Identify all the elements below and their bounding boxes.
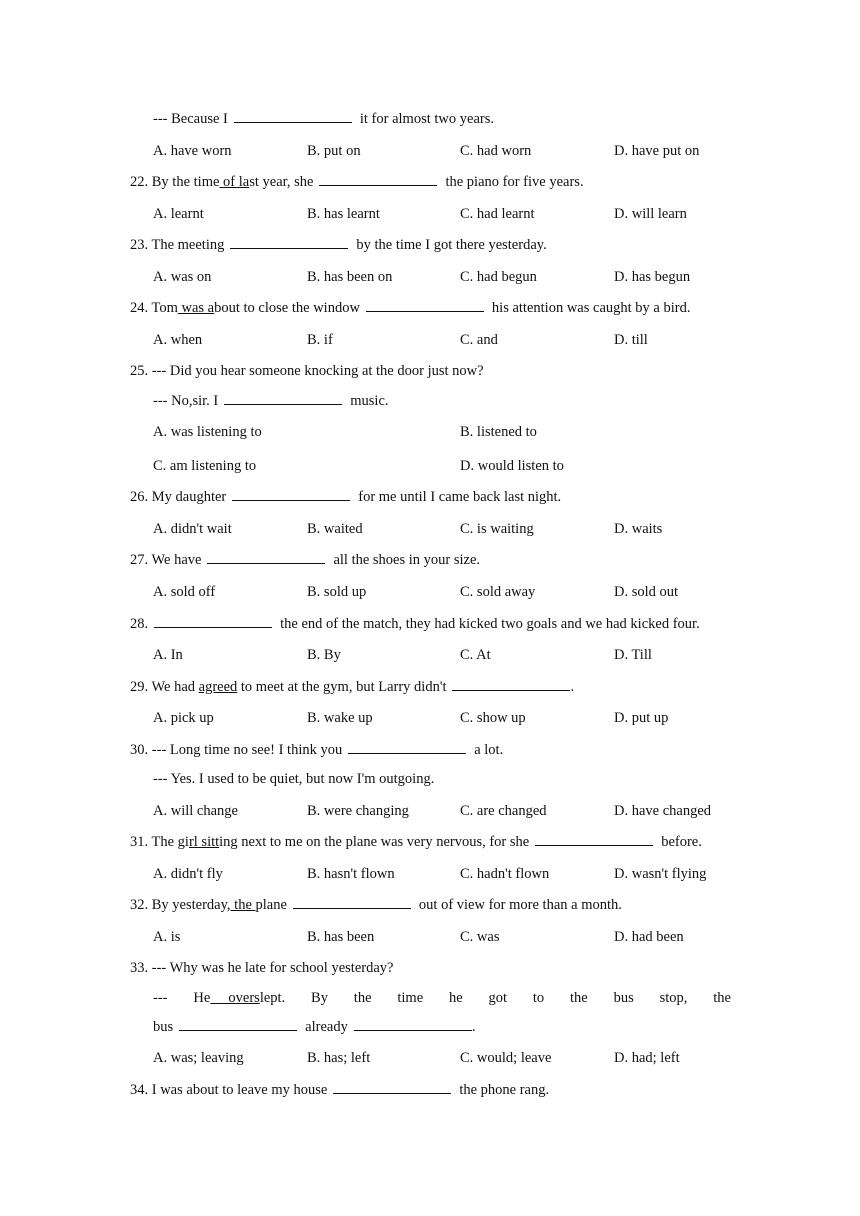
option-b[interactable]: B. has learnt: [307, 206, 380, 222]
word: got: [488, 990, 508, 1006]
text: out of view for more than a month.: [418, 897, 622, 913]
option-d[interactable]: D. have changed: [614, 803, 712, 819]
answer-blank[interactable]: [224, 391, 342, 405]
option-b[interactable]: B. By: [307, 647, 341, 663]
option-b[interactable]: B. were changing: [307, 803, 409, 819]
text: st year, she: [249, 174, 314, 190]
word-overslept: [193, 988, 285, 1008]
option-c[interactable]: C. At: [460, 647, 491, 663]
option-c[interactable]: C. is waiting: [460, 521, 534, 537]
text: ing next to me on the plane was very nervous, for she: [219, 834, 530, 850]
question-23-stem: [130, 235, 547, 255]
text: 32. By yesterday: [130, 897, 227, 913]
option-c[interactable]: C. and: [460, 332, 498, 348]
option-a[interactable]: A. In: [153, 647, 183, 663]
answer-blank[interactable]: [179, 1017, 297, 1031]
text: plane: [255, 897, 287, 913]
word: the: [353, 990, 372, 1006]
text: for me until I came back last night.: [358, 489, 562, 505]
text: 34. I was about to leave my house: [130, 1082, 328, 1098]
option-b[interactable]: B. hasn't flown: [307, 866, 395, 882]
option-d[interactable]: D. will learn: [614, 206, 687, 222]
answer-blank[interactable]: [230, 235, 348, 249]
text: it for almost two years.: [359, 111, 494, 127]
option-b[interactable]: B. listened to: [460, 424, 537, 440]
answer-blank[interactable]: [293, 895, 411, 909]
question-33-reply-cont: [153, 1017, 475, 1037]
text: 26. My daughter: [130, 489, 227, 505]
option-a[interactable]: A. have worn: [153, 143, 232, 159]
word: to: [532, 990, 545, 1006]
word: the: [570, 990, 588, 1006]
option-d[interactable]: D. wasn't flying: [614, 866, 707, 882]
answer-blank[interactable]: [333, 1080, 451, 1094]
option-a[interactable]: A. didn't fly: [153, 866, 223, 882]
option-d[interactable]: D. put up: [614, 710, 669, 726]
question-22-stem: [130, 172, 584, 192]
question-21-answer-line: [153, 109, 494, 129]
answer-blank[interactable]: [452, 677, 570, 691]
question-26-stem: [130, 487, 561, 507]
text: 27. We have: [130, 552, 202, 568]
option-a[interactable]: A. sold off: [153, 584, 216, 600]
option-d[interactable]: D. Till: [614, 647, 652, 663]
word: bus: [613, 990, 634, 1006]
answer-blank[interactable]: [319, 172, 437, 186]
text: --- Yes. I used to be quiet, but now I'm outgoing.: [153, 771, 435, 787]
option-b[interactable]: B. has; left: [307, 1050, 371, 1066]
option-c[interactable]: C. are changed: [460, 803, 547, 819]
word: lept.: [259, 990, 286, 1006]
text: bout to close the window: [214, 300, 360, 316]
text: 24. Tom: [130, 300, 178, 316]
text: 31. The gi: [130, 834, 189, 850]
word: By: [311, 990, 328, 1006]
text: --- No,sir. I: [153, 393, 219, 409]
underlined-text: , the: [226, 897, 256, 913]
option-d[interactable]: D. have put on: [614, 143, 700, 159]
option-c[interactable]: C. am listening to: [153, 458, 257, 474]
option-d[interactable]: D. sold out: [614, 584, 679, 600]
answer-blank[interactable]: [366, 298, 484, 312]
text: by the time I got there yesterday.: [356, 237, 547, 253]
question-34-stem: [130, 1080, 549, 1100]
word: ---: [153, 990, 168, 1006]
option-a[interactable]: A. learnt: [153, 206, 204, 222]
question-31-stem: [130, 832, 702, 852]
text: 33. --- Why was he late for school yesterday?: [130, 960, 394, 976]
word: he: [448, 990, 463, 1006]
option-b[interactable]: B. has been on: [307, 269, 393, 285]
text: to meet at the gym, but Larry didn't: [237, 679, 447, 695]
answer-blank[interactable]: [232, 487, 350, 501]
text: bus: [153, 1019, 174, 1035]
option-d[interactable]: D. had; left: [614, 1050, 680, 1066]
option-d[interactable]: D. till: [614, 332, 648, 348]
answer-blank[interactable]: [348, 740, 466, 754]
option-d[interactable]: D. had been: [614, 929, 684, 945]
text: before.: [661, 834, 702, 850]
option-c[interactable]: C. sold away: [460, 584, 536, 600]
underlined-text: agreed: [198, 679, 238, 695]
option-a[interactable]: A. pick up: [153, 710, 214, 726]
option-c[interactable]: C. show up: [460, 710, 526, 726]
option-c[interactable]: C. would; leave: [460, 1050, 552, 1066]
word: time: [397, 990, 424, 1006]
question-30-stem: [130, 740, 503, 760]
answer-blank[interactable]: [535, 832, 653, 846]
option-b[interactable]: B. waited: [307, 521, 363, 537]
text: a lot.: [474, 742, 504, 758]
text: 28.: [130, 616, 149, 632]
question-33-stem: [130, 958, 393, 978]
text: the piano for five years.: [445, 174, 584, 190]
option-a[interactable]: A. was listening to: [153, 424, 262, 440]
question-28-stem: [130, 614, 700, 634]
option-b[interactable]: B. has been: [307, 929, 375, 945]
text: .: [570, 679, 575, 695]
text: 29. We had: [130, 679, 199, 695]
text: the phone rang.: [459, 1082, 550, 1098]
question-32-stem: [130, 895, 622, 915]
text: 22. By the time: [130, 174, 220, 190]
option-b[interactable]: B. wake up: [307, 710, 373, 726]
option-c[interactable]: C. had worn: [460, 143, 532, 159]
text: .: [471, 1019, 476, 1035]
underlined-text: overs: [210, 990, 260, 1006]
word: He: [193, 990, 211, 1006]
question-25-stem: [130, 361, 484, 381]
underlined-text: rl sitt: [188, 834, 220, 850]
option-a[interactable]: A. was on: [153, 269, 212, 285]
question-25-reply: [153, 391, 389, 411]
option-d[interactable]: D. has begun: [614, 269, 691, 285]
option-a[interactable]: A. will change: [153, 803, 238, 819]
option-d[interactable]: D. waits: [614, 521, 663, 537]
option-b[interactable]: B. put on: [307, 143, 361, 159]
option-c[interactable]: C. had learnt: [460, 206, 535, 222]
option-c[interactable]: C. was: [460, 929, 500, 945]
option-b[interactable]: B. sold up: [307, 584, 367, 600]
option-a[interactable]: A. was; leaving: [153, 1050, 244, 1066]
option-b[interactable]: B. if: [307, 332, 333, 348]
text: all the shoes in your size.: [333, 552, 481, 568]
option-a[interactable]: A. didn't wait: [153, 521, 232, 537]
underlined-text: of la: [219, 174, 250, 190]
option-c[interactable]: C. had begun: [460, 269, 537, 285]
question-30-reply: [153, 769, 434, 789]
answer-blank[interactable]: [207, 550, 325, 564]
text: 25. --- Did you hear someone knocking at the door just now?: [130, 363, 484, 379]
underlined-text: was a: [177, 300, 215, 316]
option-d[interactable]: D. would listen to: [460, 458, 564, 474]
question-24-stem: [130, 298, 690, 318]
word: the: [713, 990, 731, 1006]
option-c[interactable]: C. hadn't flown: [460, 866, 550, 882]
answer-blank[interactable]: [154, 614, 272, 628]
text: music.: [350, 393, 389, 409]
option-a[interactable]: A. is: [153, 929, 181, 945]
question-27-stem: [130, 550, 480, 570]
text: the end of the match, they had kicked two goals and we had kicked four.: [280, 616, 700, 632]
answer-blank[interactable]: [354, 1017, 472, 1031]
text: --- Because I: [153, 111, 228, 127]
text: already: [305, 1019, 348, 1035]
question-29-stem: [130, 677, 574, 697]
text: 23. The meeting: [130, 237, 225, 253]
question-33-reply-justified: [153, 988, 731, 1008]
text: 30. --- Long time no see! I think you: [130, 742, 343, 758]
answer-blank[interactable]: [234, 109, 352, 123]
option-a[interactable]: A. when: [153, 332, 203, 348]
word: stop,: [659, 990, 688, 1006]
text: his attention was caught by a bird.: [491, 300, 691, 316]
